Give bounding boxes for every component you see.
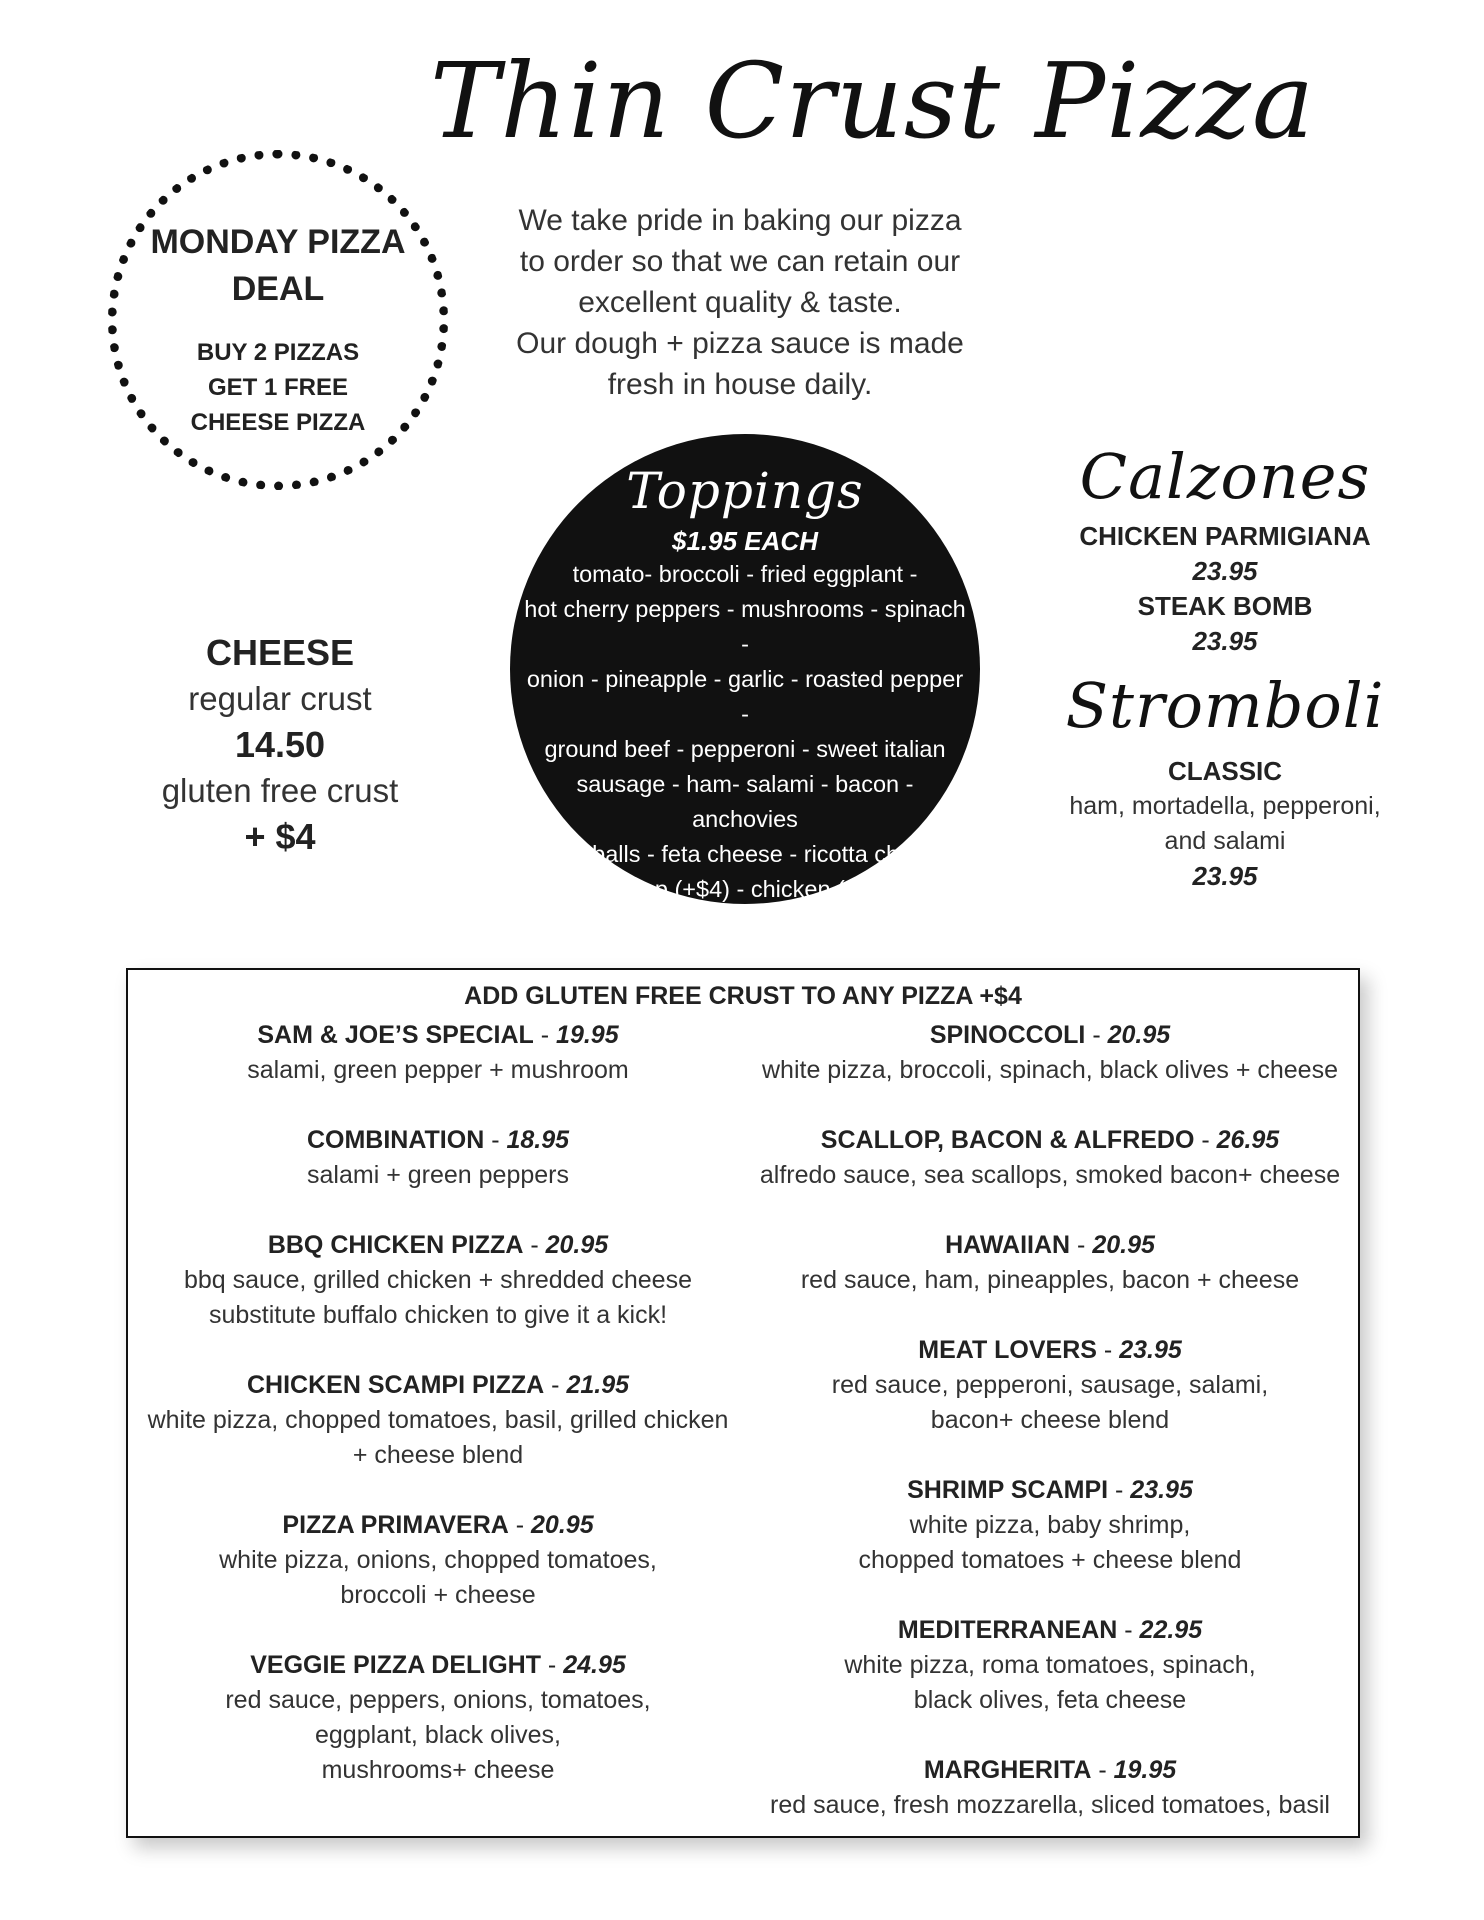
calzones-stromboli-column <box>1060 440 1390 894</box>
menu-item-price: 21.95 <box>566 1371 629 1399</box>
menu-item-name: HAWAIIAN <box>945 1231 1071 1259</box>
price-separator: - <box>1108 1476 1131 1504</box>
menu-item-heading <box>750 1613 1350 1648</box>
price-separator: - <box>1117 1616 1140 1644</box>
page-title: Thin Crust Pizza <box>430 40 1315 162</box>
calzone-price: 23.95 <box>1192 626 1258 656</box>
regular-crust-label: regular crust <box>188 680 372 717</box>
menu-item-name: MARGHERITA <box>923 1756 1092 1784</box>
intro-line: We take pride in baking our pizza <box>518 204 962 237</box>
intro-line: excellent quality & taste. <box>578 286 902 319</box>
price-separator: - <box>1070 1231 1093 1259</box>
menu-item-name: MEAT LOVERS <box>918 1336 1097 1364</box>
menu-item-desc: bacon+ cheese blend <box>930 1406 1170 1434</box>
menu-item-desc: red sauce, pepperoni, sausage, salami, <box>831 1371 1269 1399</box>
menu-item <box>750 1473 1350 1578</box>
menu-item <box>138 1228 738 1333</box>
stromboli-name: CLASSIC <box>1167 756 1283 786</box>
menu-item-price: 24.95 <box>563 1651 626 1679</box>
intro-line: fresh in house daily. <box>607 368 873 401</box>
toppings-line: - meatballs - feta cheese - ricotta cheese - <box>525 841 965 867</box>
menu-item-name: MEDITERRANEAN <box>897 1616 1118 1644</box>
menu-item-price: 20.95 <box>1092 1231 1155 1259</box>
menu-column-right <box>750 1018 1350 1858</box>
toppings-line: shrimp (+$4) - chicken (+$3) <box>597 876 893 902</box>
menu-item-name: BBQ CHICKEN PIZZA <box>267 1231 524 1259</box>
toppings-line: ground beef - pepperoni - sweet italian <box>544 736 946 762</box>
menu-item <box>750 1613 1350 1718</box>
menu-item-name: PIZZA PRIMAVERA <box>282 1511 509 1539</box>
deal-line: GET 1 FREE <box>207 374 349 401</box>
menu-item-price: 23.95 <box>1119 1336 1182 1364</box>
menu-item-name: SCALLOP, BACON & ALFREDO <box>820 1126 1195 1154</box>
menu-item-desc: white pizza, broccoli, spinach, black olives + cheese <box>762 1056 1338 1084</box>
menu-item <box>138 1018 738 1088</box>
menu-item-price: 18.95 <box>506 1126 570 1154</box>
price-separator: - <box>1091 1756 1114 1784</box>
intro-line: Our dough + pizza sauce is made <box>516 327 964 360</box>
menu-item-price: 20.95 <box>531 1511 594 1539</box>
gluten-free-price: + $4 <box>244 816 316 857</box>
menu-item-name: SAM & JOE’S SPECIAL <box>257 1021 534 1049</box>
calzone-name: STEAK BOMB <box>1137 591 1313 621</box>
menu-item-desc: white pizza, onions, chopped tomatoes, <box>219 1546 657 1574</box>
specialty-pizza-menu <box>126 968 1360 1838</box>
toppings-line: sausage - ham- salami - bacon - anchovies <box>576 771 914 832</box>
cheese-name: CHEESE <box>205 632 355 673</box>
menu-item-heading <box>138 1648 738 1683</box>
menu-item-heading <box>138 1123 738 1158</box>
price-separator: - <box>1194 1126 1217 1154</box>
menu-item <box>138 1508 738 1613</box>
menu-item-price: 22.95 <box>1139 1616 1203 1644</box>
calzone-name: CHICKEN PARMIGIANA <box>1079 521 1371 551</box>
menu-item-heading <box>138 1368 738 1403</box>
menu-item-desc: red sauce, peppers, onions, tomatoes, <box>225 1686 651 1714</box>
menu-item-desc: salami + green peppers <box>307 1161 569 1189</box>
price-separator: - <box>508 1511 532 1539</box>
deal-details <box>117 335 439 440</box>
menu-item-price: 19.95 <box>1113 1756 1177 1784</box>
menu-item-desc: red sauce, fresh mozzarella, sliced tomatoes, basil <box>770 1791 1330 1819</box>
monday-deal-badge <box>108 150 448 490</box>
price-separator: - <box>484 1126 507 1154</box>
menu-item-desc: red sauce, ham, pineapples, bacon + cheese <box>800 1266 1300 1294</box>
menu-item-desc: white pizza, chopped tomatoes, basil, grilled chicken <box>147 1406 729 1434</box>
menu-item-name: VEGGIE PIZZA DELIGHT <box>250 1651 541 1679</box>
gluten-free-note: ADD GLUTEN FREE CRUST TO ANY PIZZA +$4 <box>464 982 1022 1010</box>
intro-line: to order so that we can retain our <box>519 245 961 278</box>
menu-item-name: COMBINATION <box>306 1126 485 1154</box>
menu-item <box>138 1123 738 1193</box>
price-separator: - <box>523 1231 546 1259</box>
menu-item-heading <box>750 1473 1350 1508</box>
toppings-line: onion - pineapple - garlic - roasted pepper - <box>526 666 964 727</box>
toppings-circle <box>510 434 980 904</box>
gluten-free-label: gluten free crust <box>161 772 399 809</box>
menu-item <box>138 1648 738 1788</box>
stromboli-price: 23.95 <box>1192 861 1258 891</box>
menu-item-price: 19.95 <box>556 1021 619 1049</box>
menu-item-desc: substitute buffalo chicken to give it a kick! <box>208 1301 668 1329</box>
menu-item-desc: alfredo sauce, sea scallops, smoked bacon+ cheese <box>759 1161 1341 1189</box>
toppings-price: $1.95 EACH <box>672 526 818 556</box>
menu-item-desc: black olives, feta cheese <box>913 1686 1187 1714</box>
price-separator: - <box>1085 1021 1108 1049</box>
menu-item-name: SHRIMP SCAMPI <box>907 1476 1109 1504</box>
menu-item-desc: white pizza, roma tomatoes, spinach, <box>844 1651 1256 1679</box>
menu-item-price: 20.95 <box>1107 1021 1171 1049</box>
regular-crust-price: 14.50 <box>234 724 326 765</box>
price-separator: - <box>544 1371 567 1399</box>
menu-item-price: 26.95 <box>1216 1126 1280 1154</box>
toppings-title: Toppings <box>626 462 864 520</box>
toppings-list <box>510 557 980 907</box>
menu-item-desc: bbq sauce, grilled chicken + shredded cheese <box>184 1266 692 1294</box>
menu-item-name: CHICKEN SCAMPI PIZZA <box>246 1371 545 1399</box>
menu-column-left <box>138 1018 738 1823</box>
toppings-line: hot cherry peppers - mushrooms - spinach - <box>524 596 966 657</box>
menu-item-desc: mushrooms+ cheese <box>321 1756 555 1784</box>
menu-item-heading <box>750 1228 1350 1263</box>
menu-item <box>138 1368 738 1473</box>
menu-item <box>750 1228 1350 1298</box>
menu-item-price: 23.95 <box>1130 1476 1193 1504</box>
menu-item-heading <box>750 1123 1350 1158</box>
cheese-pizza-block <box>130 630 430 860</box>
stromboli-desc: and salami <box>1164 827 1286 855</box>
menu-item-desc: chopped tomatoes + cheese blend <box>858 1546 1242 1574</box>
menu-item-name: SPINOCCOLI <box>929 1021 1086 1049</box>
menu-item <box>750 1333 1350 1438</box>
price-separator: - <box>540 1651 564 1679</box>
toppings-line: tomato- broccoli - fried eggplant - <box>572 561 918 587</box>
intro-text <box>470 200 1010 405</box>
price-separator: - <box>1096 1336 1120 1364</box>
menu-item-heading <box>750 1333 1350 1368</box>
stromboli-desc: ham, mortadella, pepperoni, <box>1069 792 1381 820</box>
menu-item-heading <box>138 1228 738 1263</box>
menu-item-heading <box>750 1018 1350 1053</box>
menu-item-heading <box>138 1018 738 1053</box>
menu-item-desc: salami, green pepper + mushroom <box>247 1056 629 1084</box>
menu-item-desc: broccoli + cheese <box>340 1581 536 1609</box>
menu-item <box>750 1753 1350 1823</box>
menu-item <box>750 1123 1350 1193</box>
deal-line: BUY 2 PIZZAS <box>196 339 360 366</box>
menu-item-heading <box>138 1508 738 1543</box>
deal-title: MONDAY PIZZA DEAL <box>150 223 406 308</box>
menu-item-heading <box>750 1753 1350 1788</box>
calzone-price: 23.95 <box>1192 556 1258 586</box>
stromboli-title: Stromboli <box>1065 669 1385 742</box>
menu-item <box>750 1018 1350 1088</box>
deal-line: CHEESE PIZZA <box>190 409 366 436</box>
price-separator: - <box>533 1021 557 1049</box>
menu-item-desc: + cheese blend <box>352 1441 524 1469</box>
calzones-title: Calzones <box>1079 440 1371 513</box>
menu-item-desc: eggplant, black olives, <box>315 1721 561 1749</box>
menu-item-price: 20.95 <box>545 1231 609 1259</box>
menu-item-desc: white pizza, baby shrimp, <box>909 1511 1191 1539</box>
